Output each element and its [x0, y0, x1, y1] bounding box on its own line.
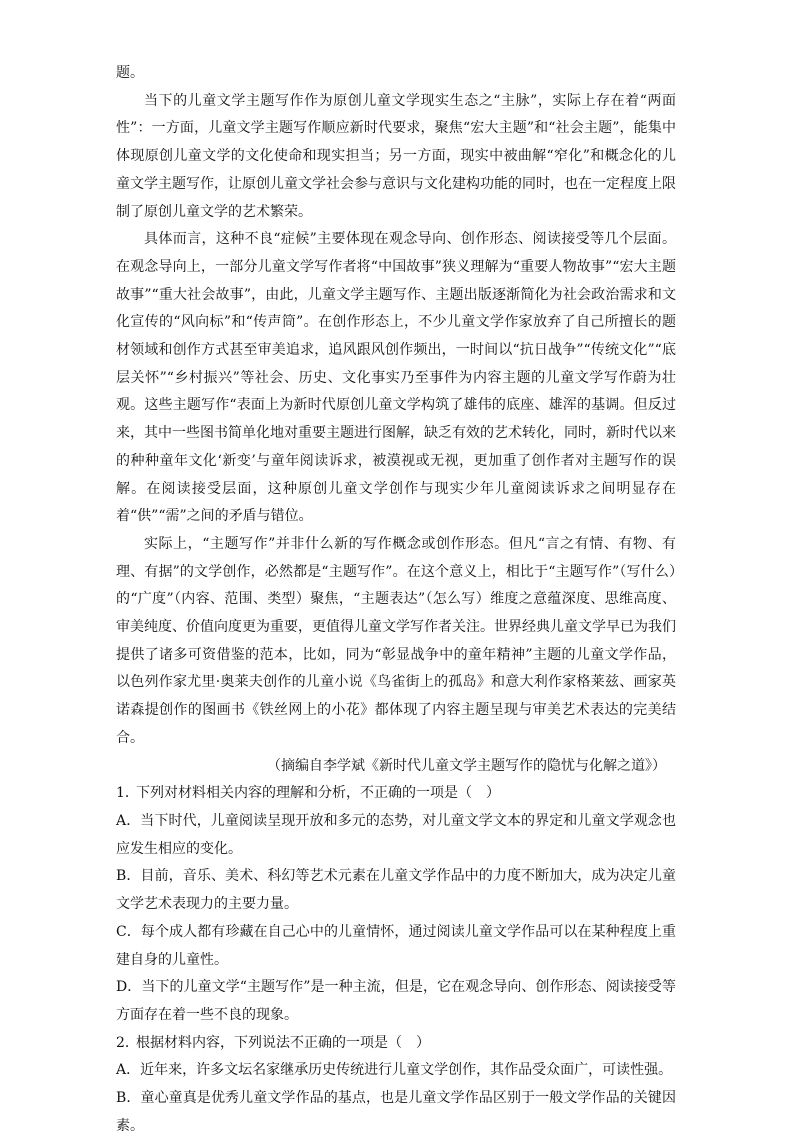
option-a: A．当下时代，儿童阅读呈现开放和多元的态势，对儿童文学文本的界定和儿童文学观念也应发生相应的变化。 — [116, 812, 676, 857]
question-1 — [116, 780, 676, 1029]
paragraph-theme-writing: 实际上，“主题写作”并非什么新的写作概念或创作形态。但凡“言之有情、有物、有理、有据”的文学创作，必然都是“主题写作”。在这个意义上，相比于“主题写作”（写什么）的“广度”（内容、范围、类型）聚焦，“主题表达”（怎么写）维度之意蕴深度、思维高度、审美纯度、价值向度更为重要，更值得儿童文学写作者关注。世界经典儿童文学早已为我们提供了诸多可资借鉴的范本，比如，同为“彰显战争中的童年精神”主题的儿童文学作品，以色列作家尤里·奥莱夫创作的儿童小说《鸟雀街上的孤岛》和意大利作家格莱兹、画家英诺森提创作的图画书《铁丝网上的小花》都体现了内容主题呈现与审美艺术表达的完美结合。 — [116, 535, 676, 746]
question-text: 下列对材料相关内容的理解和分析，不正确的一项是（ ） — [136, 785, 500, 802]
source-citation: （摘编自李学斌《新时代儿童文学主题写作的隐忧与化解之道》） — [267, 757, 666, 774]
question-text: 根据材料内容，下列说法不正确的一项是（ ） — [136, 1034, 430, 1051]
option-b: B．目前，音乐、美术、科幻等艺术元素在儿童文学作品中的力度不断加大，成为决定儿童文学艺术表现力的主要力量。 — [116, 868, 676, 913]
option-a: A．近年来，许多文坛名家继承历史传统进行儿童文学创作，其作品受众面广，可读性强。 — [116, 1062, 673, 1079]
paragraph-fragment: 题。 — [116, 65, 144, 81]
question-2-stem — [116, 1030, 676, 1058]
document-page — [116, 60, 676, 1140]
paragraph-two-sidedness: 当下的儿童文学主题写作作为原创儿童文学现实生态之“主脉”，实际上存在着“两面性”：一方面，儿童文学主题写作顺应新时代要求，聚焦“宏大主题”和“社会主题”，能集中体现原创儿童文学的文化使命和现实担当；另一方面，现实中被曲解“窄化”和概念化的儿童文学主题写作，让原创儿童文学社会参与意识与文化建构功能的同时，也在一定程度上限制了原创儿童文学的艺术繁荣。 — [116, 92, 676, 220]
option-d: D．当下的儿童文学“主题写作”是一种主流，但是，它在观念导向、创作形态、阅读接受等方面存在着一些不良的现象。 — [116, 979, 676, 1023]
option-b: B．童心童真是优秀儿童文学作品的基点，也是儿童文学作品区别于一般文学作品的关键因素。 — [116, 1090, 676, 1134]
option-c: C．每个成人都有珍藏在自己心中的儿童情怀，通过阅读儿童文学作品可以在某种程度上重建自身的儿童性。 — [116, 923, 676, 968]
question-number: 2． — [116, 1034, 139, 1051]
paragraph-symptoms: 具体而言，这种不良“症候”主要体现在观念导向、创作形态、阅读接受等几个层面。在观念导向上，一部分儿童文学写作者将“中国故事”狭义理解为“重要人物故事”“宏大主题故事”“重大社会故事”，由此，儿童文学主题写作、主题出版逐渐简化为社会政治需求和文化宣传的“风向标”和“传声筒”。在创作形态上，不少儿童文学作家放弃了自己所擅长的题材领域和创作方式甚至审美追求，追风跟风创作频出，一时间以“抗日战争”“传统文化”“底层关怀”“乡村振兴”等社会、历史、文化事实乃至事件为内容主题的儿童文学写作蔚为壮观。这些主题写作“表面上为新时代原创儿童文学构筑了雄伟的底座、雄浑的基调。但反过来，其中一些图书简单化地对重要主题进行图解，缺乏有效的艺术转化，同时，新时代以来的种种童年文化‘新变’与童年阅读诉求，被漠视或无视，更加重了创作者对主题写作的误解。在阅读接受层面，这种原创儿童文学创作与现实少年儿童阅读诉求之间明显存在着“供”“需”之间的矛盾与错位。 — [116, 231, 676, 525]
question-2 — [116, 1030, 676, 1140]
question-1-stem — [116, 780, 676, 808]
question-number: 1． — [116, 785, 139, 802]
